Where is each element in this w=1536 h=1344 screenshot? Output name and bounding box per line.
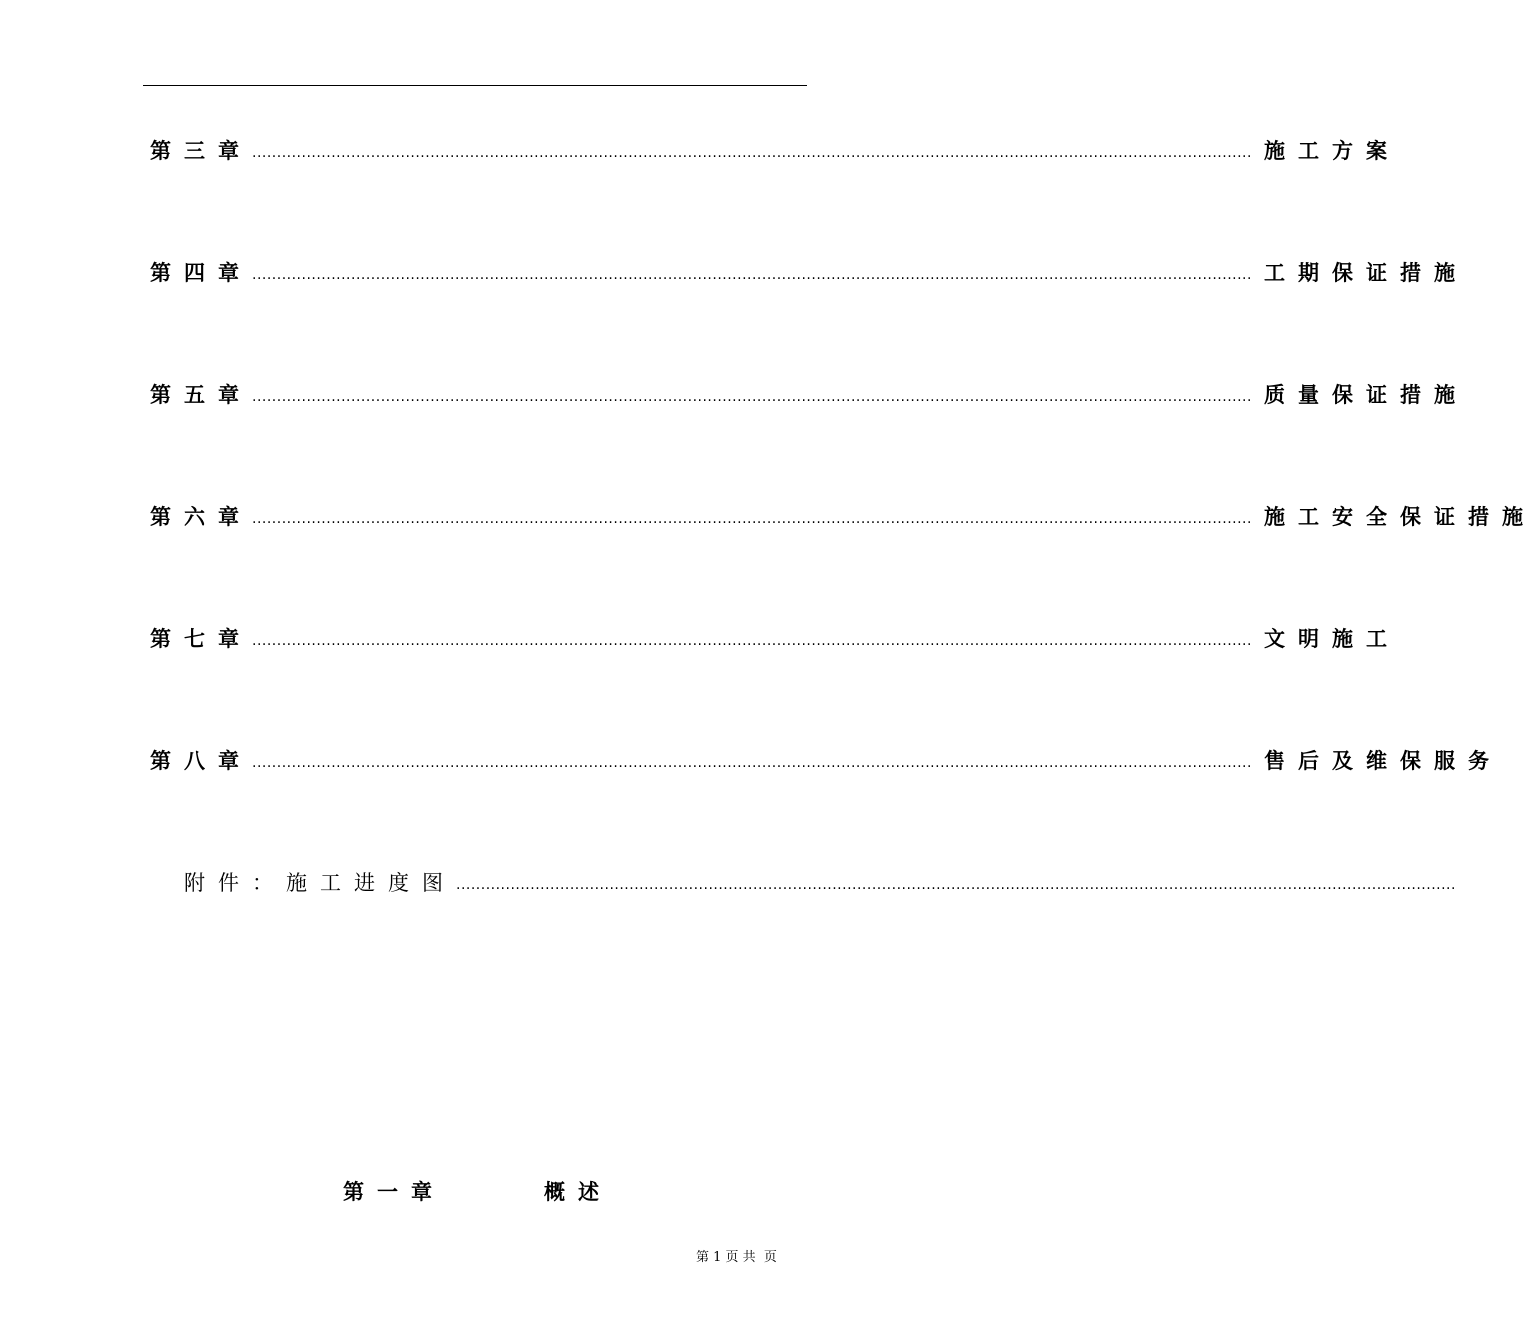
toc-chapter-number: 第四章 xyxy=(150,261,252,285)
toc-entry[interactable] xyxy=(150,746,1502,776)
toc-chapter-title: 施工方案 xyxy=(1263,139,1400,163)
header-rule xyxy=(143,85,807,86)
section-title: 概述 xyxy=(544,1180,612,1204)
toc-chapter-title: 施工安全保证措施 xyxy=(1263,505,1536,529)
toc-chapter-number: 第八章 xyxy=(150,749,252,773)
appendix-label: 附件：施工进度图 xyxy=(184,871,456,895)
toc-leader-dots: .......................................................................................................................................................................................................... xyxy=(252,267,1252,283)
toc-chapter-number: 第六章 xyxy=(150,505,252,529)
toc-leader-dots: .......................................................................................................................................................................................................... xyxy=(252,755,1252,771)
toc-chapter-number: 第五章 xyxy=(150,383,252,407)
toc-chapter-title: 质量保证措施 xyxy=(1263,383,1468,407)
toc-appendix-entry[interactable] xyxy=(184,868,1456,898)
toc-entry[interactable] xyxy=(150,136,1400,166)
toc-chapter-title: 售后及维保服务 xyxy=(1263,749,1502,773)
toc-chapter-title: 工期保证措施 xyxy=(1263,261,1468,285)
toc-leader-dots: .......................................................................................................................................................................................................... xyxy=(456,877,1456,893)
toc-chapter-title: 文明施工 xyxy=(1263,627,1400,651)
toc-entry[interactable] xyxy=(150,380,1468,410)
toc-entry[interactable] xyxy=(150,502,1536,532)
toc-chapter-number: 第七章 xyxy=(150,627,252,651)
toc-entry[interactable] xyxy=(150,624,1400,654)
section-chapter-number: 第一章 xyxy=(343,1180,445,1204)
toc-chapter-number: 第三章 xyxy=(150,139,252,163)
toc-leader-dots: .......................................................................................................................................................................................................... xyxy=(252,389,1252,405)
toc-entry[interactable] xyxy=(150,258,1468,288)
toc-leader-dots: .......................................................................................................................................................................................................... xyxy=(252,633,1252,649)
page-number-footer: 第 1 页 共 页 xyxy=(696,1250,777,1265)
toc-leader-dots: .......................................................................................................................................................................................................... xyxy=(252,145,1252,161)
section-heading xyxy=(0,1175,950,1209)
toc-leader-dots: .......................................................................................................................................................................................................... xyxy=(252,511,1252,527)
